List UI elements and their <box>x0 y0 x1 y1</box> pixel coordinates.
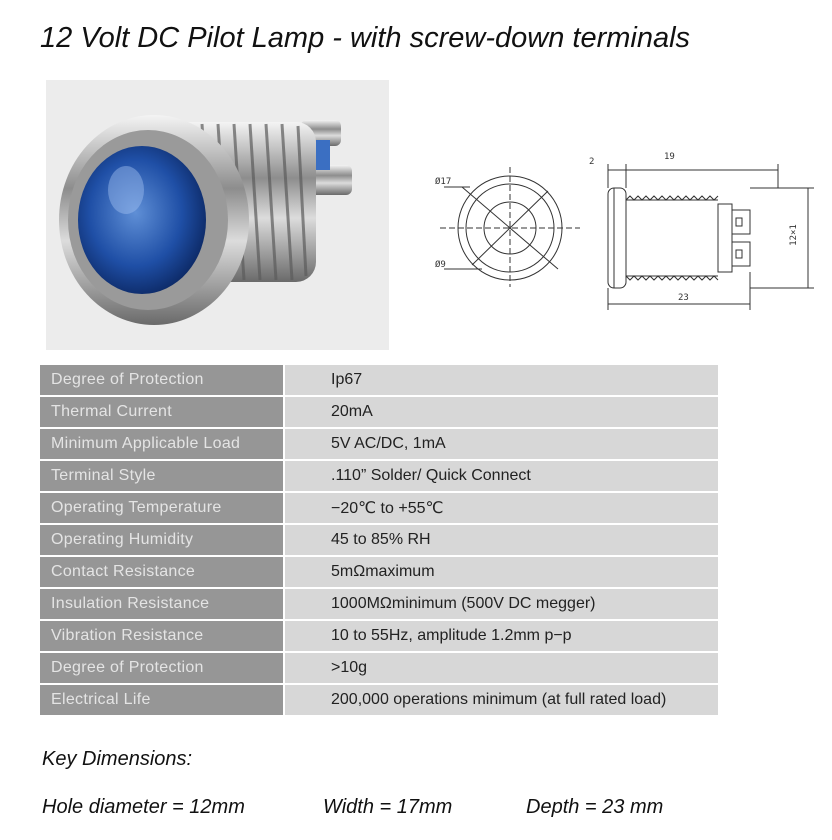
flange-thickness-label: 2 <box>589 157 595 167</box>
side-view-drawing <box>578 148 818 323</box>
table-row <box>40 429 718 459</box>
spec-label: Degree of Protection <box>40 653 285 683</box>
spec-value: 200,000 operations minimum (at full rated load) <box>285 685 718 715</box>
spec-value: −20℃ to +55℃ <box>285 493 718 523</box>
spec-label: Degree of Protection <box>40 365 285 395</box>
spec-label: Insulation Resistance <box>40 589 285 619</box>
spec-value: 1000MΩminimum (500V DC megger) <box>285 589 718 619</box>
table-row <box>40 557 718 587</box>
specifications-table <box>40 363 718 717</box>
inner-diameter-label: Ø9 <box>435 260 446 270</box>
spec-value: 10 to 55Hz, amplitude 1.2mm p−p <box>285 621 718 651</box>
table-row <box>40 397 718 427</box>
table-row <box>40 461 718 491</box>
thread-size-label: 12×1 <box>788 224 799 246</box>
total-length-label: 23 <box>678 293 689 303</box>
spec-value: Ip67 <box>285 365 718 395</box>
table-row <box>40 365 718 395</box>
page-title: 12 Volt DC Pilot Lamp - with screw-down terminals <box>40 22 691 54</box>
spec-value: 5V AC/DC, 1mA <box>285 429 718 459</box>
outer-diameter-label: Ø17 <box>435 177 452 187</box>
depth-text: Depth = 23 mm <box>526 796 664 818</box>
spec-label: Thermal Current <box>40 397 285 427</box>
table-row <box>40 653 718 683</box>
spec-label: Vibration Resistance <box>40 621 285 651</box>
spec-label: Minimum Applicable Load <box>40 429 285 459</box>
body-length-label: 19 <box>664 152 675 162</box>
table-row <box>40 589 718 619</box>
pilot-lamp-illustration <box>46 80 389 350</box>
table-row <box>40 621 718 651</box>
spec-value: .110” Solder/ Quick Connect <box>285 461 718 491</box>
width-text: Width = 17mm <box>323 796 453 818</box>
spec-label: Operating Humidity <box>40 525 285 555</box>
front-view-drawing <box>432 165 582 290</box>
table-row <box>40 685 718 715</box>
spec-value: >10g <box>285 653 718 683</box>
spec-value: 45 to 85% RH <box>285 525 718 555</box>
spec-label: Contact Resistance <box>40 557 285 587</box>
table-row <box>40 525 718 555</box>
spec-value: 5mΩmaximum <box>285 557 718 587</box>
spec-label: Electrical Life <box>40 685 285 715</box>
spec-value: 20mA <box>285 397 718 427</box>
table-row <box>40 493 718 523</box>
product-photo <box>46 80 389 350</box>
spec-label: Terminal Style <box>40 461 285 491</box>
spec-label: Operating Temperature <box>40 493 285 523</box>
hole-diameter-text: Hole diameter = 12mm <box>42 796 245 818</box>
key-dimensions-title: Key Dimensions: <box>42 748 193 770</box>
